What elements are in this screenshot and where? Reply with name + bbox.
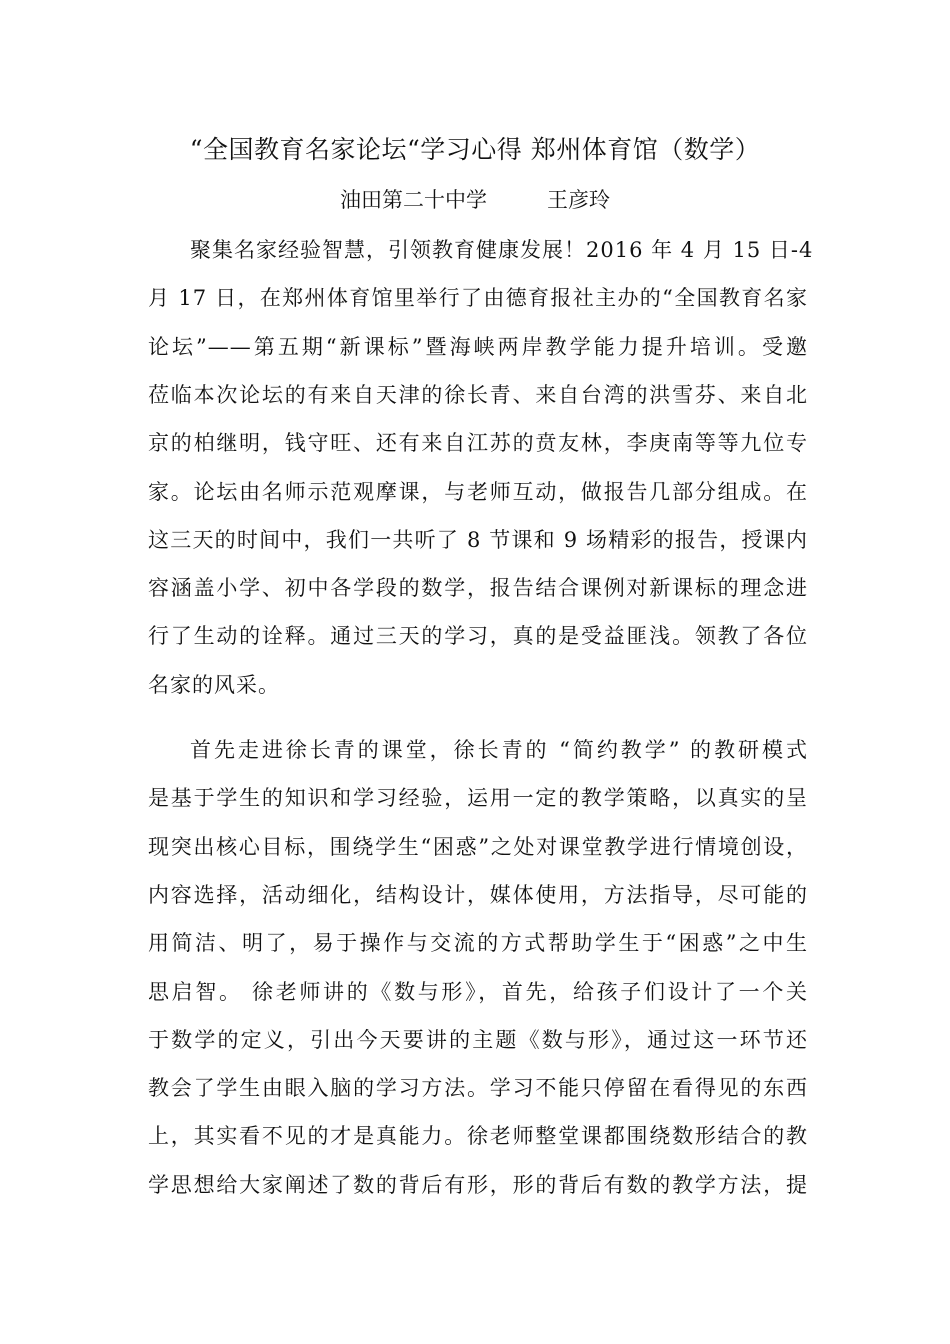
document-title: “全国教育名家论坛“学习心得 郑州体育馆（数学） xyxy=(189,135,761,164)
paragraph-1-line: 莅临本次论坛的有来自天津的徐长青、来自台湾的洪雪芬、来自北 xyxy=(148,382,808,407)
paragraph-2-line: 首先走进徐长青的课堂，徐长青的 “简约教学” 的教研模式 xyxy=(190,738,808,762)
paragraph-2-line: 内容选择，活动细化，结构设计，媒体使用，方法指导，尽可能的 xyxy=(148,882,808,907)
paragraph-2-line: 用简洁、明了，易于操作与交流的方式帮助学生于“困惑”之中生 xyxy=(148,931,808,956)
paragraph-1-line: 这三天的时间中，我们一共听了 8 节课和 9 场精彩的报告，授课内 xyxy=(148,527,808,552)
paragraph-2-line: 上，其实看不见的才是真能力。徐老师整堂课都围绕数形结合的教 xyxy=(148,1124,808,1149)
paragraph-2-line: 现突出核心目标，围绕学生“困惑”之处对课堂教学进行情境创设， xyxy=(148,834,808,859)
paragraph-2-line: 学思想给大家阐述了数的背后有形，形的背后有数的教学方法，提 xyxy=(148,1172,808,1197)
paragraph-1-line: 月 17 日，在郑州体育馆里举行了由德育报社主办的“全国教育名家 xyxy=(148,286,808,311)
paragraph-1-line: 名家的风采。 xyxy=(148,672,280,697)
paragraph-1-line: 京的柏继明，钱守旺、还有来自江苏的贲友林，李庚南等等九位专 xyxy=(148,431,808,456)
paragraph-1-line: 行了生动的诠释。通过三天的学习，真的是受益匪浅。领教了各位 xyxy=(148,624,808,649)
paragraph-1-line: 论坛”——第五期“新课标”暨海峡两岸教学能力提升培训。受邀 xyxy=(148,334,808,359)
paragraph-1-line: 聚集名家经验智慧，引领教育健康发展！2016 年 4 月 15 日-4 xyxy=(190,238,814,262)
paragraph-1-line: 家。论坛由名师示范观摩课，与老师互动，做报告几部分组成。在 xyxy=(148,479,808,504)
paragraph-2-line: 是基于学生的知识和学习经验，运用一定的教学策略，以真实的呈 xyxy=(148,786,808,811)
paragraph-2-line: 教会了学生由眼入脑的学习方法。学习不能只停留在看得见的东西 xyxy=(148,1076,808,1101)
author-byline: 油田第二十中学 王彦玲 xyxy=(339,188,611,212)
paragraph-2-line: 于数学的定义，引出今天要讲的主题《数与形》，通过这一环节还 xyxy=(148,1027,808,1052)
paragraph-1-line: 容涵盖小学、初中各学段的数学，报告结合课例对新课标的理念进 xyxy=(148,576,808,601)
paragraph-2-line: 思启智。 徐老师讲的《数与形》，首先，给孩子们设计了一个关 xyxy=(148,979,808,1004)
